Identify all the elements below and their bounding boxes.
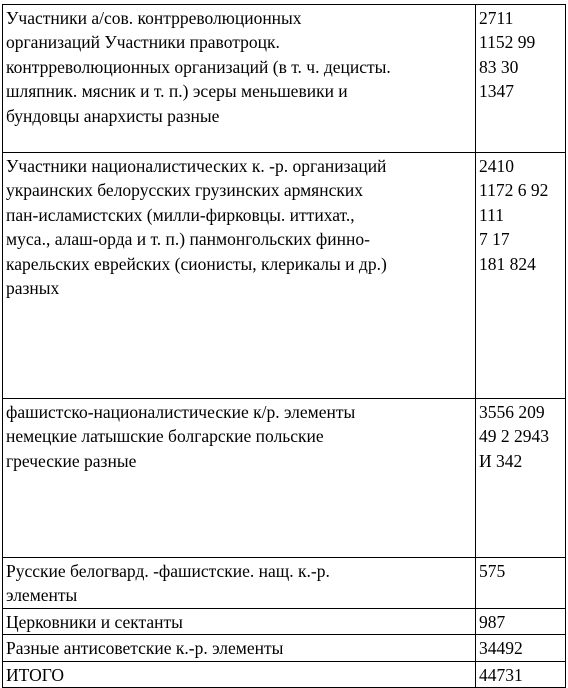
label-line: украинских белорусских грузинских армянских xyxy=(6,180,363,201)
label-line: муса., алаш-орда и т. п.) панмонгольских финно- xyxy=(6,229,370,250)
value-line: 49 2 2943 xyxy=(479,426,549,447)
value-line: 575 xyxy=(479,561,506,581)
value-line: И 342 xyxy=(479,450,523,471)
counterrevolutionary-groups-table xyxy=(2,4,566,688)
label-line: шляпник. мясник и т. п.) эсеры меньшевики и xyxy=(6,81,348,102)
row-value-cell xyxy=(476,608,566,634)
total-value: 44731 xyxy=(479,664,523,685)
label-line: контрреволюционных организаций (в т. ч. децисты. xyxy=(6,56,391,77)
value-line: 1152 99 xyxy=(479,32,536,53)
row-label-cell xyxy=(3,608,476,634)
label-line: немецкие латышские болгарские польские xyxy=(6,426,324,447)
label-line: организаций Участники правотроцк. xyxy=(6,32,280,53)
table-row xyxy=(3,635,566,661)
label-line: разных xyxy=(6,278,60,299)
total-row xyxy=(3,661,566,687)
value-line: 34492 xyxy=(479,638,523,659)
label-line: Разные антисоветские к.-р. элементы xyxy=(6,638,284,659)
row-label-cell xyxy=(3,5,476,153)
label-line: пан-исламистских (милли-фирковцы. иттихат., xyxy=(6,204,355,225)
value-line: 181 824 xyxy=(479,253,536,274)
label-line: бундовцы анархисты разные xyxy=(6,105,220,126)
value-line: 2410 xyxy=(479,156,514,176)
label-line: карельских еврейских (сионисты, клерикалы и др.) xyxy=(6,253,387,274)
total-value-cell xyxy=(476,661,566,687)
row-value-cell xyxy=(476,635,566,661)
row-label-cell xyxy=(3,558,476,609)
row-value-cell xyxy=(476,153,566,399)
value-line: 83 30 xyxy=(479,56,519,77)
total-label: ИТОГО xyxy=(6,664,65,685)
row-label-cell xyxy=(3,635,476,661)
label-line: фашистско-националистические к/р. элементы xyxy=(6,402,356,422)
label-line: Русские белогвард. -фашистские. нащ. к.-р. xyxy=(6,561,330,581)
value-line: 3556 209 xyxy=(479,402,545,422)
value-line: 987 xyxy=(479,611,506,632)
table-row xyxy=(3,399,566,558)
label-line: элементы xyxy=(6,585,78,606)
label-line: Участники националистических к. -р. организаций xyxy=(6,156,387,176)
row-label-cell xyxy=(3,153,476,399)
table-row xyxy=(3,608,566,634)
total-label-cell xyxy=(3,661,476,687)
row-value-cell xyxy=(476,558,566,609)
value-line: 111 xyxy=(479,204,504,225)
row-value-cell xyxy=(476,5,566,153)
label-line: Церковники и сектанты xyxy=(6,611,183,632)
table-row xyxy=(3,558,566,609)
value-line: 7 17 xyxy=(479,229,510,250)
table-row xyxy=(3,153,566,399)
value-line: 2711 xyxy=(479,8,514,28)
label-line: греческие разные xyxy=(6,450,137,471)
row-value-cell xyxy=(476,399,566,558)
value-line: 1172 6 92 xyxy=(479,180,549,201)
row-label-cell xyxy=(3,399,476,558)
table-row xyxy=(3,5,566,153)
value-line: 1347 xyxy=(479,81,514,102)
label-line: Участники а/сов. контрреволюционных xyxy=(6,8,302,28)
